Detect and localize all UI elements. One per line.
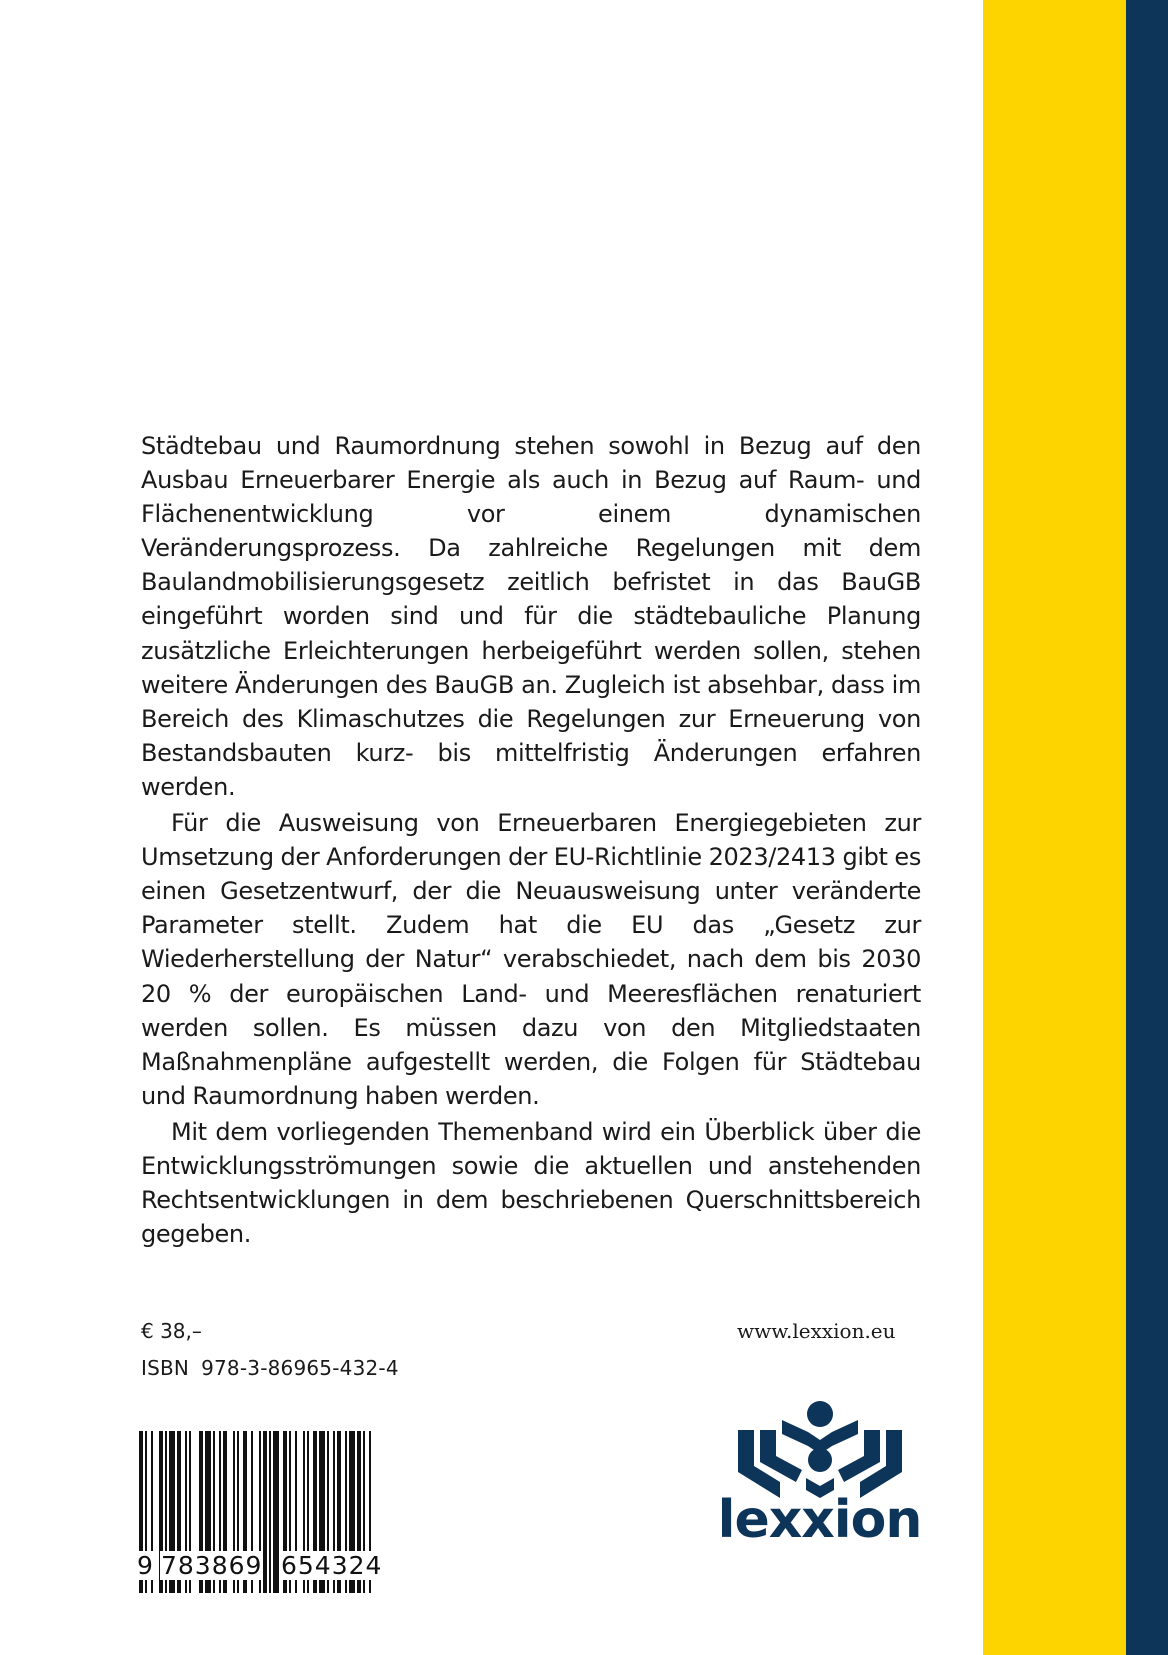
barcode-left-group: 783869	[161, 1551, 263, 1580]
spine-navy-band	[1126, 0, 1168, 1655]
blurb-paragraph-1: Städtebau und Raumordnung stehen sowohl in Bezug auf den Ausbau Erneuerbarer Energie als auch in Bezug auf Raum- und Flächenentwicklung vor einem dynamischen Veränderungsprozess. Da zahlreiche Regelungen mit dem Baulandmobilisierungsgesetz zeitlich befristet in das BauGB eingeführt worden sind und für die städtebauliche Planung zusätzliche Erleichterungen herbeigeführt werden sollen, stehen weitere Änderungen des BauGB an. Zugleich ist absehbar, dass im Bereich des Klimaschutzes die Regelungen zur Erneuerung von Bestandsbauten kurz- bis mittelfristig Änderungen erfahren werden.	[141, 432, 921, 801]
blurb-text	[141, 429, 921, 1251]
isbn-number: 978-3-86965-432-4	[201, 1356, 399, 1380]
barcode-right-group: 654324	[281, 1551, 383, 1580]
barcode-first-digit: 9	[137, 1551, 153, 1580]
isbn-label: ISBN	[141, 1356, 190, 1380]
website-link[interactable]: www.lexxion.eu	[737, 1319, 896, 1343]
barcode-digits	[136, 1551, 396, 1591]
blurb-paragraph-2: Für die Ausweisung von Erneuerbaren Energiegebieten zur Umsetzung der Anforderungen der EU-Richtlinie 2023/2413 gibt es einen Gesetzentwurf, der die Neuausweisung unter veränderte Parameter stellt. Zudem hat die EU das „Gesetz zur Wiederherstellung der Natur“ verabschiedet, nach dem bis 2030 20 % der europäischen Land- und Meeresflächen renaturiert werden sollen. Es müssen dazu von den Mitgliedstaaten Maßnahmenpläne aufgestellt werden, die Folgen für Städtebau und Raumordnung haben werden.	[141, 809, 921, 1110]
price: € 38,–	[141, 1319, 202, 1343]
spine-yellow-band	[983, 0, 1126, 1655]
isbn	[141, 1356, 399, 1380]
publisher-logo-text: lexxion	[717, 1490, 922, 1550]
blurb-paragraph-3: Mit dem vorliegenden Themenband wird ein Überblick über die Entwicklungsströmungen sowie die aktuellen und anstehenden Rechtsentwicklungen in dem beschriebenen Querschnittsbereich gegeben.	[141, 1117, 921, 1249]
